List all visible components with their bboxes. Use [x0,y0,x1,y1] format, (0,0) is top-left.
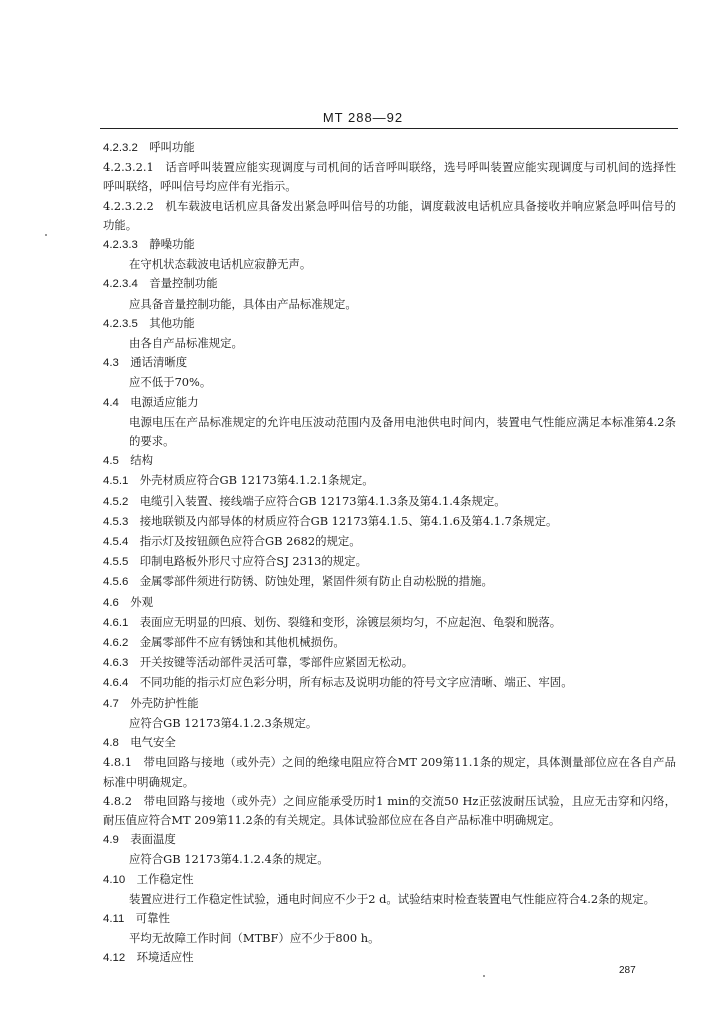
document-body [103,138,676,969]
clause-text: 电源电压在产品标准规定的允许电压波动范围内及备用电池供电时间内，装置电气性能应满足本标准第4.2条的要求。 [129,414,676,449]
header-rule [100,128,678,129]
clause-text: 应具备音量控制功能，具体由产品标准规定。 [129,296,357,311]
clause-number: 4.11 [103,912,125,925]
clause-text: 机车载波电话机应具备发出紧急呼叫信号的功能，调度载波电话机应具备接收并响应紧急呼叫信号的功能。 [103,198,676,232]
clause-text: 应不低于70%。 [129,375,212,390]
clause-4-5 [103,451,676,471]
clause-4-2-3-4 [103,274,676,294]
clause-text [103,929,676,948]
clause-text: 呼叫功能 [149,140,195,154]
clause-text: 音量控制功能 [149,276,218,291]
clause-4-2-3-5 [103,314,676,334]
clause-number: 4.8.2 [103,793,132,808]
clause-number: 4.5 [103,455,119,468]
clause-number: 4.6.1 [103,616,129,629]
clause-text: 静噪功能 [149,237,195,252]
clause-number: 4.2.3.2.1 [103,160,154,175]
clause-number: 4.8 [103,737,119,750]
clause-number: 4.9 [103,834,119,847]
clause-4-6-3 [103,653,676,673]
clause-number: 4.5.4 [103,536,129,549]
clause-4-8 [103,733,676,753]
clause-text [103,334,676,353]
clause-text: 通话清晰度 [130,355,188,370]
clause-number: 4.6.2 [103,637,129,650]
clause-text [103,295,676,314]
clause-number: 4.2.3.2 [103,142,138,154]
clause-4-10 [103,870,676,890]
clause-number: 4.3 [103,357,119,370]
clause-text: 装置应进行工作稳定性试验，通电时间应不少于2 d。试验结束时检查装置电气性能应符合4.2条的规定。 [129,891,656,906]
clause-4-5-5 [103,552,676,572]
clause-number: 4.2.3.5 [103,317,138,330]
clause-4-5-3 [103,512,676,532]
clause-text: 表面应无明显的凹痕、划伤、裂缝和变形，涂镀层须均匀，不应起泡、龟裂和脱落。 [139,614,562,629]
clause-text: 指示灯及按钮颜色应符合GB 2682的规定。 [139,534,361,549]
clause-4-2-3-2-2 [103,197,676,235]
clause-4-6-4 [103,673,676,693]
clause-number: 4.6.4 [103,677,129,690]
clause-number: 4.12 [103,952,126,965]
clause-4-12 [103,948,676,968]
page-number: 287 [619,965,636,976]
clause-number: 4.10 [103,873,126,886]
clause-text: 金属零部件须进行防锈、防蚀处理，紧固件须有防止自动松脱的措施。 [139,574,493,589]
clause-number: 4.5.1 [103,475,129,488]
document-header: MT 288—92 [322,110,404,125]
scan-speck [45,234,47,236]
clause-text: 表面温度 [130,832,176,847]
clause-text: 电气安全 [130,735,176,750]
clause-text: 应符合GB 12173第4.1.2.3条规定。 [129,715,318,730]
clause-text: 在守机状态载波电话机应寂静无声。 [129,257,312,272]
clause-number: 4.4 [103,396,119,409]
clause-text: 带电回路与接地（或外壳）之间应能承受历时1 min的交流50 Hz正弦波耐压试验，且应无击穿和闪络，耐压值应符合MT 209第11.2条的有关规定。具体试验部位应在各自产品标准中明确规定。 [103,793,676,827]
clause-number: 4.2.3.2.2 [103,198,154,213]
clause-number: 4.5.3 [103,515,129,528]
clause-number: 4.6 [103,596,119,609]
clause-4-6-2 [103,633,676,653]
clause-number: 4.5.5 [103,556,129,569]
clause-4-2-3-2 [103,138,676,158]
clause-4-4 [103,393,676,413]
clause-4-5-4 [103,532,676,552]
clause-4-11 [103,909,676,929]
clause-4-9 [103,830,676,850]
clause-text: 外观 [130,594,154,609]
clause-text: 电源适应能力 [130,394,199,409]
clause-text: 接地联锁及内部导体的材质应符合GB 12173第4.1.5、第4.1.6及第4.1.7条规定。 [139,513,558,528]
clause-text [103,413,676,451]
clause-text: 外壳防护性能 [130,695,199,710]
clause-text: 平均无故障工作时间（MTBF）应不少于800 h。 [129,931,380,946]
clause-text: 可靠性 [135,910,170,925]
clause-text: 不同功能的指示灯应色彩分明，所有标志及说明功能的符号文字应清晰、端正、牢固。 [139,675,573,690]
clause-4-5-1 [103,471,676,491]
scan-speck [483,975,485,977]
clause-number: 4.5.6 [103,576,129,589]
clause-number: 4.2.3.4 [103,278,138,291]
clause-number: 4.5.2 [103,495,129,508]
clause-4-5-6 [103,572,676,592]
clause-text: 环境适应性 [136,950,194,965]
clause-text [103,890,676,909]
clause-number: 4.6.3 [103,657,129,670]
clause-text: 话音呼叫装置应能实现调度与司机间的话音呼叫联络，选号呼叫装置应能实现调度与司机间的选择性呼叫联络，呼叫信号均应伴有光指示。 [103,160,676,194]
clause-4-7 [103,694,676,714]
clause-text [103,373,676,392]
clause-text: 带电回路与接地（或外壳）之间的绝缘电阻应符合MT 209第11.1条的规定，具体测量部位应在各自产品标准中明确规定。 [103,755,676,789]
clause-4-6-1 [103,613,676,633]
clause-text: 由各自产品标准规定。 [129,336,243,351]
clause-4-2-3-3 [103,235,676,255]
clause-number: 4.8.1 [103,755,132,770]
clause-text: 电缆引入装置、接线端子应符合GB 12173第4.1.3条及第4.1.4条规定。 [139,493,506,508]
clause-text: 结构 [130,453,154,468]
clause-text: 印制电路板外形尺寸应符合SJ 2313的规定。 [139,554,367,569]
clause-text: 应符合GB 12173第4.1.2.4条的规定。 [129,852,329,867]
clause-4-5-2 [103,492,676,512]
clause-4-8-1 [103,753,676,791]
clause-text [103,714,676,733]
clause-4-6 [103,593,676,613]
clause-number: 4.7 [103,697,119,710]
clause-4-2-3-2-1 [103,158,676,196]
clause-text: 开关按键等活动部件灵活可靠，零部件应紧固无松动。 [139,655,414,670]
clause-text [103,850,676,869]
clause-4-8-2 [103,792,676,830]
clause-text: 金属零部件不应有锈蚀和其他机械损伤。 [139,635,345,650]
clause-text [103,255,676,274]
clause-text: 工作稳定性 [136,871,194,886]
clause-number: 4.2.3.3 [103,239,138,252]
clause-text: 外壳材质应符合GB 12173第4.1.2.1条规定。 [139,473,374,488]
clause-4-3 [103,353,676,373]
clause-text: 其他功能 [149,315,195,330]
